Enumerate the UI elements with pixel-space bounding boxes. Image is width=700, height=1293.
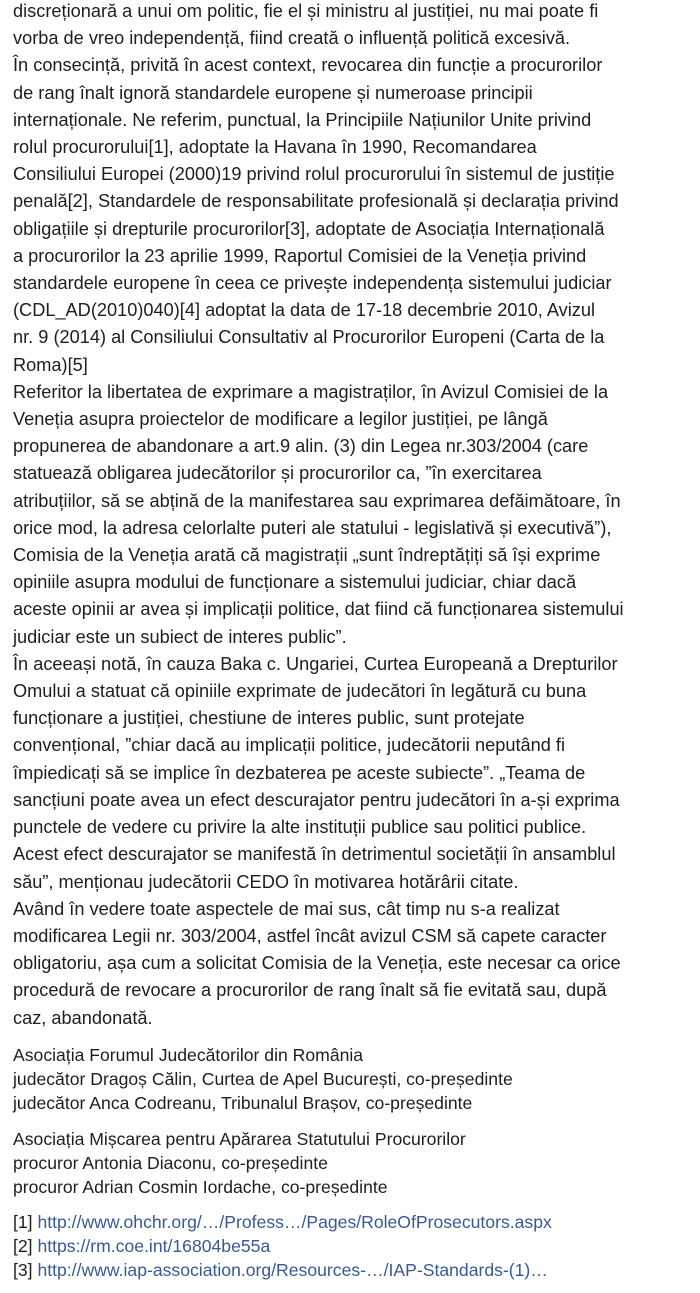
post-body: [13, 0, 693, 1282]
signature-forum-judecatorilor: Asociația Forumul Judecătorilor din România judecător Dragoș Călin, Curtea de Apel București, co-președinte judecător Anca Codreanu, Tribunalul Brașov, co-președinte: [13, 1044, 513, 1113]
reference-item: [13, 1234, 693, 1258]
paragraph-conclusion: Având în vedere toate aspectele de mai sus, cât timp nu s-a realizat modificarea Legii nr. 303/2004, astfel încât avizul CSM să capete caracter obligatoriu, așa cum a solicitat Comisia de la Veneția, este necesar ca orice procedură de revocare a procurorilor de rang înalt să fie evitată sau, după caz, abandonată.: [13, 898, 621, 1028]
reference-marker: [3]: [13, 1259, 38, 1280]
reference-marker: [2]: [13, 1235, 38, 1256]
reference-link[interactable]: http://www.iap-association.org/Resources-…/IAP-Standards-(1)…: [37, 1259, 548, 1280]
reference-item: [13, 1210, 693, 1234]
paragraph-freedom-of-expression: Referitor la libertatea de exprimare a magistraților, în Avizul Comisiei de la Veneția asupra proiectelor de modificare a legilor justiției, pe lângă propunerea de abandonare a art.9 alin. (3) din Legea nr.303/2004 (care statuează obligarea judecătorilor și procurorilor ca, ”în exercitarea atribuțiilor, să se abțină de la manifestarea sau exprimarea defăimătoare, în orice mod, la adresa celorlalte puteri ale statului - legislativă și executivă”), Comisia de la Veneția arată că magistrații „sunt îndreptățiți să își exprime opiniile asupra modului de funcționare a sistemului judiciar, chiar dacă aceste opinii ar avea și implicații politice, dat fiind că funcționarea sistemului judiciar este un subiect de interes public”.: [13, 381, 624, 647]
paragraph-international-standards: În consecință, privită în acest context, revocarea din funcție a procurorilor de rang înalt ignoră standardele europene și numeroase principii internaționale. Ne referim, punctual, la Principiile Națiunilor Unite privind rolul procurorului[1], adoptate la Havana în 1990, Recomandarea Consiliului Europei (2000)19 privind rolul procurorului în sistemul de justiție penală[2], Standardele de responsabilitate profesională și declarația privind obligațiile și drepturile procurorilor[3], adoptate de Asociația Internațională a procurorilor la 23 aprilie 1999, Raportul Comisiei de la Veneția privind standardele europene în ceea ce privește independența sistemului judiciar (CDL_AD(2010)040)[4] adoptat la data de 17-18 decembrie 2010, Avizul nr. 9 (2014) al Consiliului Consultativ al Procurorilor Europeni (Carta de la Roma)[5]: [13, 55, 619, 375]
signature-miscarea-procurorilor: Asociația Mișcarea pentru Apărarea Statutului Procurorilor procuror Antonia Diaconu, co-președinte procuror Adrian Cosmin Iordache, co-președinte: [13, 1128, 466, 1197]
reference-marker: [1]: [13, 1211, 38, 1232]
reference-link[interactable]: http://www.ohchr.org/…/Profess…/Pages/RoleOfProsecutors.aspx: [37, 1211, 552, 1232]
reference-link[interactable]: https://rm.coe.int/16804be55a: [37, 1235, 271, 1256]
reference-item: [13, 1258, 693, 1282]
paragraph-baka-case: În aceeași notă, în cauza Baka c. Ungariei, Curtea Europeană a Drepturilor Omului a statuat că opiniile exprimate de judecători în legătură cu buna funcționare a justiției, chestiune de interes public, sunt protejate convențional, ”chiar dacă au implicații politice, judecătorii neputând fi împiedicați să se implice în dezbaterea pe aceste subiecte”. „Teama de sancțiuni poate avea un efect descurajator pentru judecători în a-și exprima punctele de vedere cu privire la alte instituții publice sau politici publice. Acest efect descurajator se manifestă în detrimentul societății în ansamblul său”, menționau judecătorii CEDO în motivarea hotărârii citate.: [13, 653, 620, 892]
paragraph-independence: discreționară a unui om politic, fie el și ministru al justiției, nu mai poate fi vorba de vreo independență, fiind creată o influență politică excesivă.: [13, 1, 599, 49]
references-list: [13, 1210, 693, 1282]
